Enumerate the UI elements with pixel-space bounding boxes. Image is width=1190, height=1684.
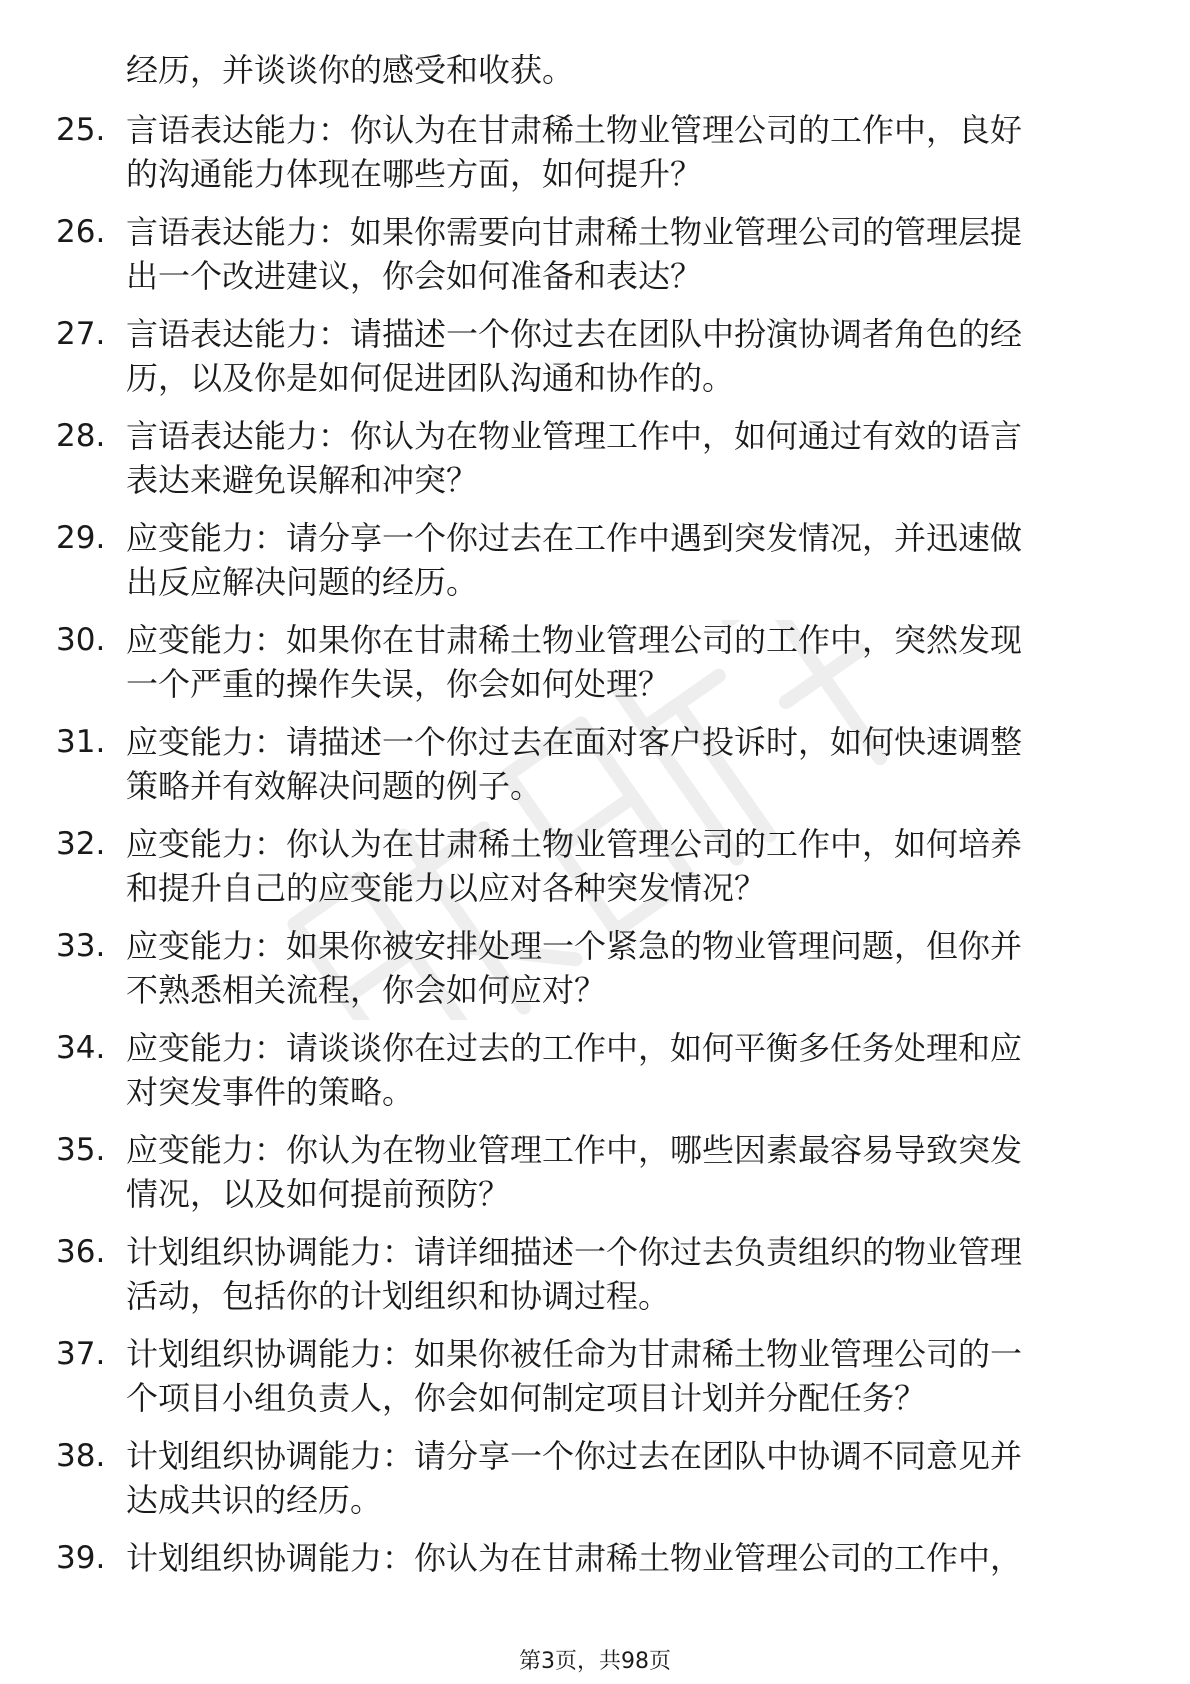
question-text-line: 应变能力：如果你被安排处理一个紧急的物业管理问题，但你并 bbox=[126, 927, 1023, 965]
question-text-line: 出反应解决问题的经历。 bbox=[126, 563, 479, 601]
question-number: 39. bbox=[56, 1540, 106, 1576]
question-number: 31. bbox=[56, 724, 106, 760]
question-text-line: 的沟通能力体现在哪些方面，如何提升？ bbox=[126, 155, 703, 193]
question-item bbox=[0, 414, 1190, 516]
question-number: 35. bbox=[56, 1132, 106, 1168]
question-item bbox=[0, 108, 1190, 210]
question-number: 26. bbox=[56, 214, 106, 250]
question-text-line: 达成共识的经历。 bbox=[126, 1481, 383, 1519]
question-text-line: 对突发事件的策略。 bbox=[126, 1073, 415, 1111]
question-text-line: 策略并有效解决问题的例子。 bbox=[126, 767, 543, 805]
question-item bbox=[0, 516, 1190, 618]
question-text-line: 计划组织协调能力：请详细描述一个你过去负责组织的物业管理 bbox=[126, 1233, 1023, 1271]
question-number: 27. bbox=[56, 316, 106, 352]
question-text bbox=[126, 1230, 1136, 1318]
question-item bbox=[0, 1332, 1190, 1434]
question-item bbox=[0, 924, 1190, 1026]
question-text-line: 言语表达能力：你认为在甘肃稀土物业管理公司的工作中，良好 bbox=[126, 111, 1023, 149]
question-text bbox=[126, 720, 1136, 808]
continuation-line: 经历，并谈谈你的感受和收获。 bbox=[126, 51, 575, 89]
question-text-line: 活动，包括你的计划组织和协调过程。 bbox=[126, 1277, 671, 1315]
question-text bbox=[126, 312, 1136, 400]
question-item bbox=[0, 1026, 1190, 1128]
question-number: 36. bbox=[56, 1234, 106, 1270]
question-number: 32. bbox=[56, 826, 106, 862]
question-text-line: 一个严重的操作失误，你会如何处理？ bbox=[126, 665, 671, 703]
question-item bbox=[0, 210, 1190, 312]
question-list bbox=[0, 108, 1190, 1638]
question-item bbox=[0, 1536, 1190, 1638]
question-item bbox=[0, 1434, 1190, 1536]
question-number: 29. bbox=[56, 520, 106, 556]
question-number: 33. bbox=[56, 928, 106, 964]
question-text-line: 计划组织协调能力：你认为在甘肃稀土物业管理公司的工作中， bbox=[126, 1539, 1023, 1577]
question-number: 34. bbox=[56, 1030, 106, 1066]
question-number: 30. bbox=[56, 622, 106, 658]
question-text bbox=[126, 1434, 1136, 1522]
question-item bbox=[0, 1230, 1190, 1332]
question-item bbox=[0, 312, 1190, 414]
question-text-line: 个项目小组负责人，你会如何制定项目计划并分配任务？ bbox=[126, 1379, 927, 1417]
question-number: 37. bbox=[56, 1336, 106, 1372]
question-text bbox=[126, 108, 1136, 196]
question-text-line: 计划组织协调能力：请分享一个你过去在团队中协调不同意见并 bbox=[126, 1437, 1023, 1475]
question-text-line: 言语表达能力：如果你需要向甘肃稀土物业管理公司的管理层提 bbox=[126, 213, 1023, 251]
question-text-line: 表达来避免误解和冲突？ bbox=[126, 461, 479, 499]
question-text-line: 计划组织协调能力：如果你被任命为甘肃稀土物业管理公司的一 bbox=[126, 1335, 1023, 1373]
question-text-line: 应变能力：你认为在甘肃稀土物业管理公司的工作中，如何培养 bbox=[126, 825, 1023, 863]
page-footer: 第3页，共98页 bbox=[519, 1649, 671, 1674]
question-text-line: 应变能力：如果你在甘肃稀土物业管理公司的工作中，突然发现 bbox=[126, 621, 1023, 659]
question-item bbox=[0, 618, 1190, 720]
question-item bbox=[0, 822, 1190, 924]
question-text-line: 和提升自己的应变能力以应对各种突发情况？ bbox=[126, 869, 767, 907]
question-item bbox=[0, 720, 1190, 822]
question-text bbox=[126, 1536, 1136, 1580]
question-number: 38. bbox=[56, 1438, 106, 1474]
question-text bbox=[126, 414, 1136, 502]
question-text bbox=[126, 210, 1136, 298]
question-text-line: 言语表达能力：你认为在物业管理工作中，如何通过有效的语言 bbox=[126, 417, 1023, 455]
question-text bbox=[126, 1026, 1136, 1114]
question-text bbox=[126, 1128, 1136, 1216]
question-text-line: 出一个改进建议，你会如何准备和表达？ bbox=[126, 257, 703, 295]
question-text-line: 不熟悉相关流程，你会如何应对？ bbox=[126, 971, 607, 1009]
question-text-line: 历，以及你是如何促进团队沟通和协作的。 bbox=[126, 359, 735, 397]
question-text bbox=[126, 822, 1136, 910]
question-text bbox=[126, 516, 1136, 604]
question-text-line: 应变能力：请谈谈你在过去的工作中，如何平衡多任务处理和应 bbox=[126, 1029, 1023, 1067]
question-text-line: 言语表达能力：请描述一个你过去在团队中扮演协调者角色的经 bbox=[126, 315, 1023, 353]
question-text-line: 应变能力：请描述一个你过去在面对客户投诉时，如何快速调整 bbox=[126, 723, 1023, 761]
question-text-line: 应变能力：请分享一个你过去在工作中遇到突发情况，并迅速做 bbox=[126, 519, 1023, 557]
question-text-line: 情况，以及如何提前预防？ bbox=[126, 1175, 511, 1213]
question-number: 28. bbox=[56, 418, 106, 454]
question-number: 25. bbox=[56, 112, 106, 148]
question-text bbox=[126, 1332, 1136, 1420]
question-item bbox=[0, 1128, 1190, 1230]
question-text bbox=[126, 924, 1136, 1012]
question-text bbox=[126, 618, 1136, 706]
question-text-line: 应变能力：你认为在物业管理工作中，哪些因素最容易导致突发 bbox=[126, 1131, 1023, 1169]
